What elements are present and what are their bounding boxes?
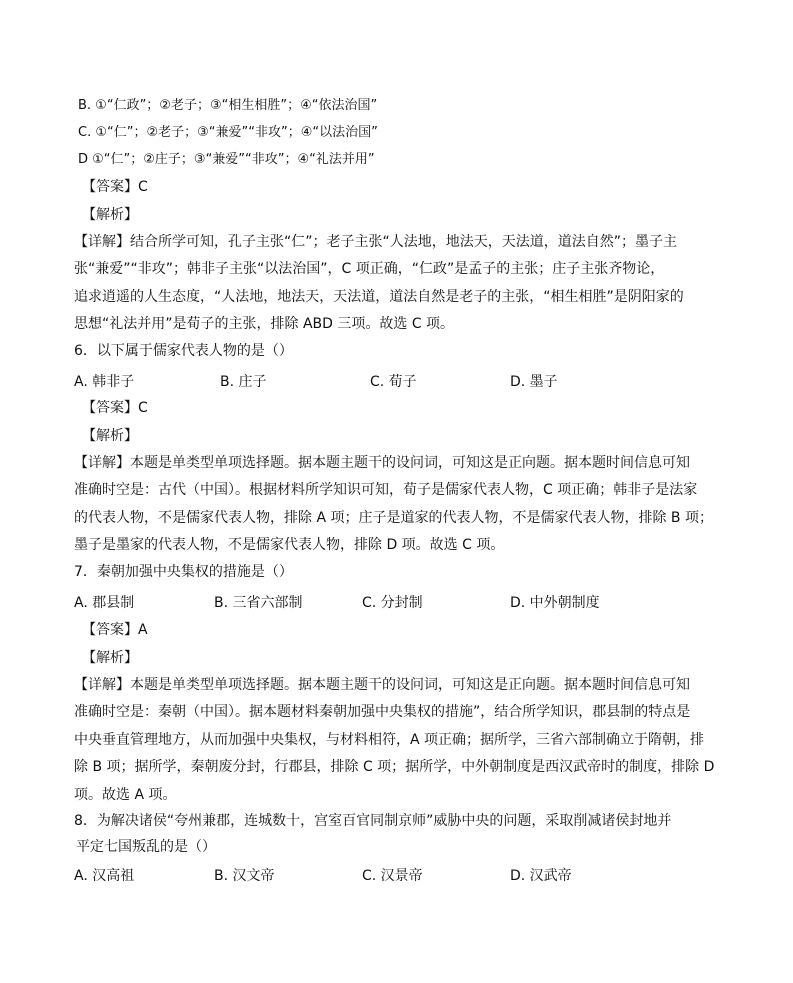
q5-detail-line: 追求逍遥的人生态度，“人法地，地法天，天法道，道法自然是老子的主张，“相生相胜”是阴阳家的 — [74, 288, 684, 305]
q8-option-a: A. 汉高祖 — [74, 868, 135, 884]
q5-analysis-title: 【解析】 — [82, 207, 138, 223]
q7-detail-line: 【详解】本题是单类型单项选择题。据本题主题干的设问词，可知这是正向题。据本题时间信息可知 — [74, 677, 690, 693]
q7-answer: 【答案】A — [82, 622, 148, 638]
q7-analysis-title: 【解析】 — [82, 650, 138, 666]
q6-option-d: D. 墨子 — [510, 374, 558, 390]
q8-options — [74, 866, 714, 886]
q7-detail-line: 准确时空是：秦朝（中国）。据本题材料秦朝加强中央集权的措施”，结合所学知识，郡县制的特点是 — [74, 704, 691, 721]
prev-option-d: D ①“仁”；②庄子；③“兼爱”“非攻”；④“礼法并用” — [78, 152, 375, 167]
q6-option-b: B. 庄子 — [220, 374, 267, 390]
prev-option-b: B. ①“仁政”；②老子；③“相生相胜”；④“依法治国” — [78, 98, 378, 113]
q5-detail-line: 【详解】结合所学可知，孔子主张“仁”；老子主张“人法地，地法天，天法道，道法自然”；墨子主 — [74, 234, 678, 250]
q7-option-b: B. 三省六部制 — [214, 595, 303, 611]
q6-detail-line: 准确时空是：古代（中国）。根据材料所学知识可知，荀子是儒家代表人物，C 项正确；韩非子是法家 — [74, 482, 698, 499]
q7-option-c: C. 分封制 — [362, 595, 423, 611]
q7-option-a: A. 郡县制 — [74, 595, 135, 611]
q6-detail — [74, 450, 713, 560]
q6-stem: 6．以下属于儒家代表人物的是（） — [74, 343, 293, 359]
prev-option-c: C. ①“仁”；②老子；③“兼爱”“非攻”；④“以法治国” — [78, 125, 378, 140]
q8-stem-line-2: 平定七国叛乱的是（） — [76, 839, 216, 855]
q7-detail — [74, 672, 715, 809]
q5-detail-line: 张“兼爱”“非攻”；韩非子主张“以法治国”，C 项正确，“仁政”是孟子的主张；庄子主张齐物论， — [74, 261, 665, 278]
q7-detail-line: 中央垂直管理地方，从而加强中央集权，与材料相符，A 项正确；据所学，三省六部制确立于隋朝，排 — [74, 731, 705, 748]
q7-detail-line: 除 B 项；据所学，秦朝废分封，行郡县，排除 C 项；据所学，中外朝制度是西汉武帝时的制度，排除 D — [74, 759, 715, 776]
q6-answer: 【答案】C — [82, 400, 148, 416]
q8-option-c: C. 汉景帝 — [362, 868, 423, 884]
q6-detail-line: 墨子是墨家的代表人物，不是儒家代表人物，排除 D 项。故选 C 项。 — [74, 537, 505, 554]
q6-option-a: A. 韩非子 — [74, 374, 135, 390]
q7-option-d: D. 中外朝制度 — [510, 595, 600, 611]
q6-option-c: C. 荀子 — [370, 374, 417, 390]
q6-analysis-title: 【解析】 — [82, 428, 138, 444]
q5-detail — [74, 229, 710, 339]
q5-detail-line: 思想“礼法并用”是荀子的主张，排除 ABD 三项。故选 C 项。 — [74, 316, 455, 333]
q7-options — [74, 593, 714, 613]
q6-options — [74, 372, 714, 392]
q8-option-d: D. 汉武帝 — [510, 868, 572, 884]
q6-detail-line: 【详解】本题是单类型单项选择题。据本题主题干的设问词，可知这是正向题。据本题时间信息可知 — [74, 455, 690, 471]
q8-stem-line-1: 8．为解决诸侯“夸州兼郡，连城数十，宫室百官同制京师”威胁中央的问题，采取削减诸侯封地并 — [74, 813, 672, 829]
q7-detail-line: 项。故选 A 项。 — [74, 786, 177, 803]
q5-answer: 【答案】C — [82, 179, 148, 195]
q7-stem: 7．秦朝加强中央集权的措施是（） — [74, 564, 293, 580]
q8-option-b: B. 汉文帝 — [214, 868, 275, 884]
q6-detail-line: 的代表人物，不是儒家代表人物，排除 A 项；庄子是道家的代表人物，不是儒家代表人物，排除 B 项； — [74, 509, 713, 526]
